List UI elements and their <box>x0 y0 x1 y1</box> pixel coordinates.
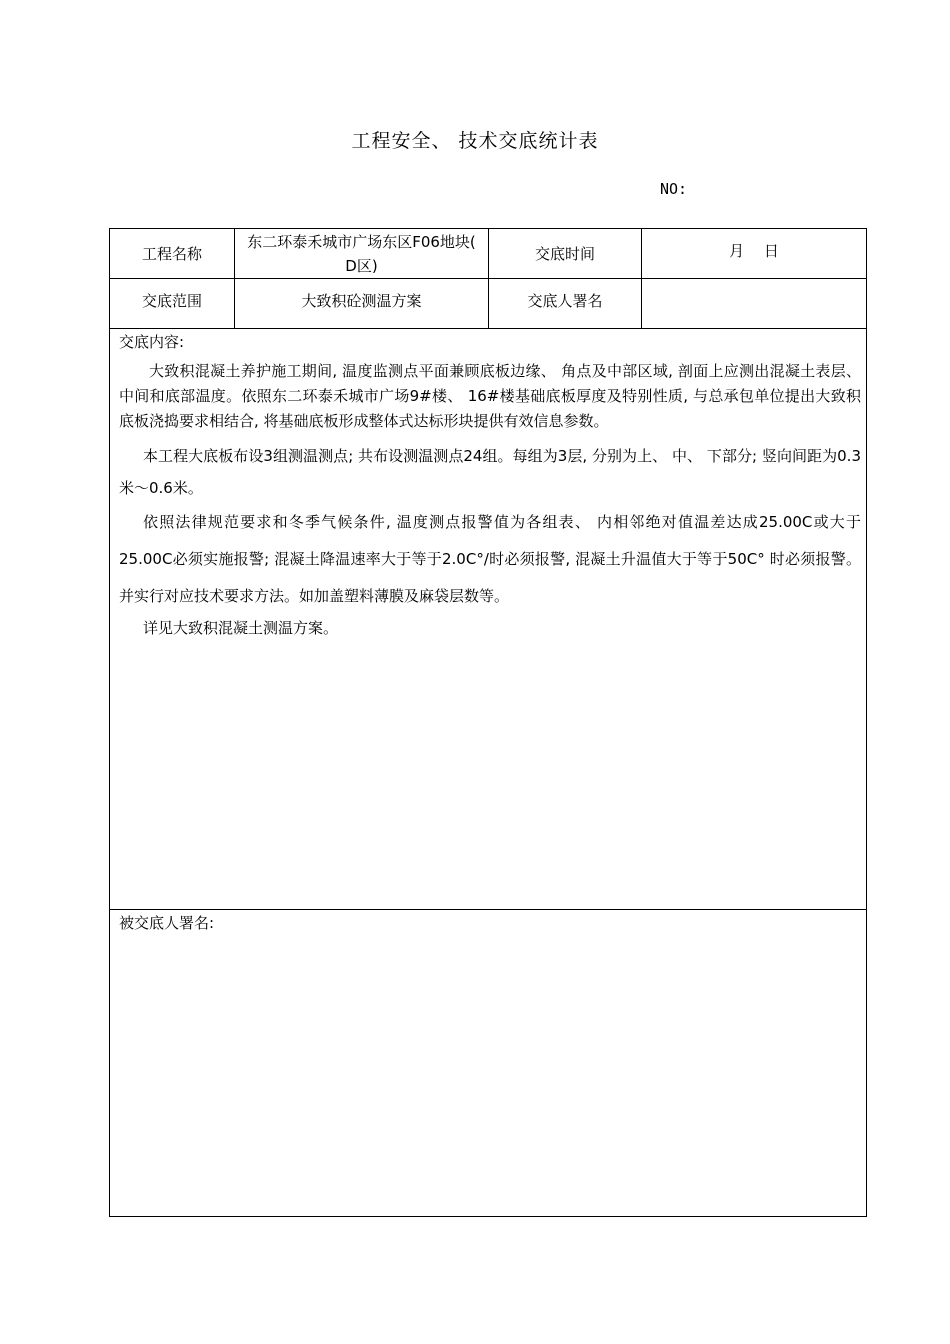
content-paragraph: 详见大致积混凝土测温方案。 <box>143 619 339 637</box>
row-divider-3 <box>110 909 866 910</box>
content-label: 交底内容: <box>119 333 185 351</box>
handover-time-value: 月 日 <box>729 242 779 260</box>
content-paragraph: 依照法律规范要求和冬季气候条件, 温度测点报警值为各组表、 内相邻绝对值温差达成25.00C或大于25.00C必须实施报警; 混凝土降温速率大于等于2.0C°/时必须报警, 混凝土升温值大于等于50C° 时必须报警。并实行对应技术要求方法。如加盖塑料薄膜及麻袋层数等。 <box>119 513 861 605</box>
scope-label: 交底范围 <box>141 292 202 310</box>
recipient-signature-label: 被交底人署名: <box>119 914 215 932</box>
signer-value <box>642 279 866 323</box>
scope-value: 大致积砼测温方案 <box>301 292 422 310</box>
project-name-value: 东二环泰禾城市广场东区F06地块( D区) <box>247 232 476 275</box>
row-divider-2 <box>110 328 866 329</box>
content-paragraph: 大致积混凝土养护施工期间, 温度监测点平面兼顾底板边缘、 角点及中部区域, 剖面上应测出混凝土表层、 中间和底部温度。依照东二环泰禾城市广场9#楼、 16#楼基础底板厚度及特别性质, 与总承包单位提出大致积底板浇捣要求相结合, 将基础底板形成整体式达标形块提供有效信息参数。 <box>119 362 861 430</box>
handover-time-label: 交底时间 <box>534 244 595 263</box>
content-paragraph: 本工程大底板布设3组测温测点; 共布设测温测点24组。每组为3层, 分别为上、 中、 下部分; 竖向间距为0.3米～0.6米。 <box>119 447 861 497</box>
document-number-label: NO: <box>660 180 688 198</box>
project-name-label: 工程名称 <box>141 244 202 263</box>
signer-label: 交底人署名 <box>527 292 603 310</box>
content-body <box>119 359 861 643</box>
handover-form <box>109 228 867 1217</box>
document-title: 工程安全、 技术交底统计表 <box>351 130 599 152</box>
